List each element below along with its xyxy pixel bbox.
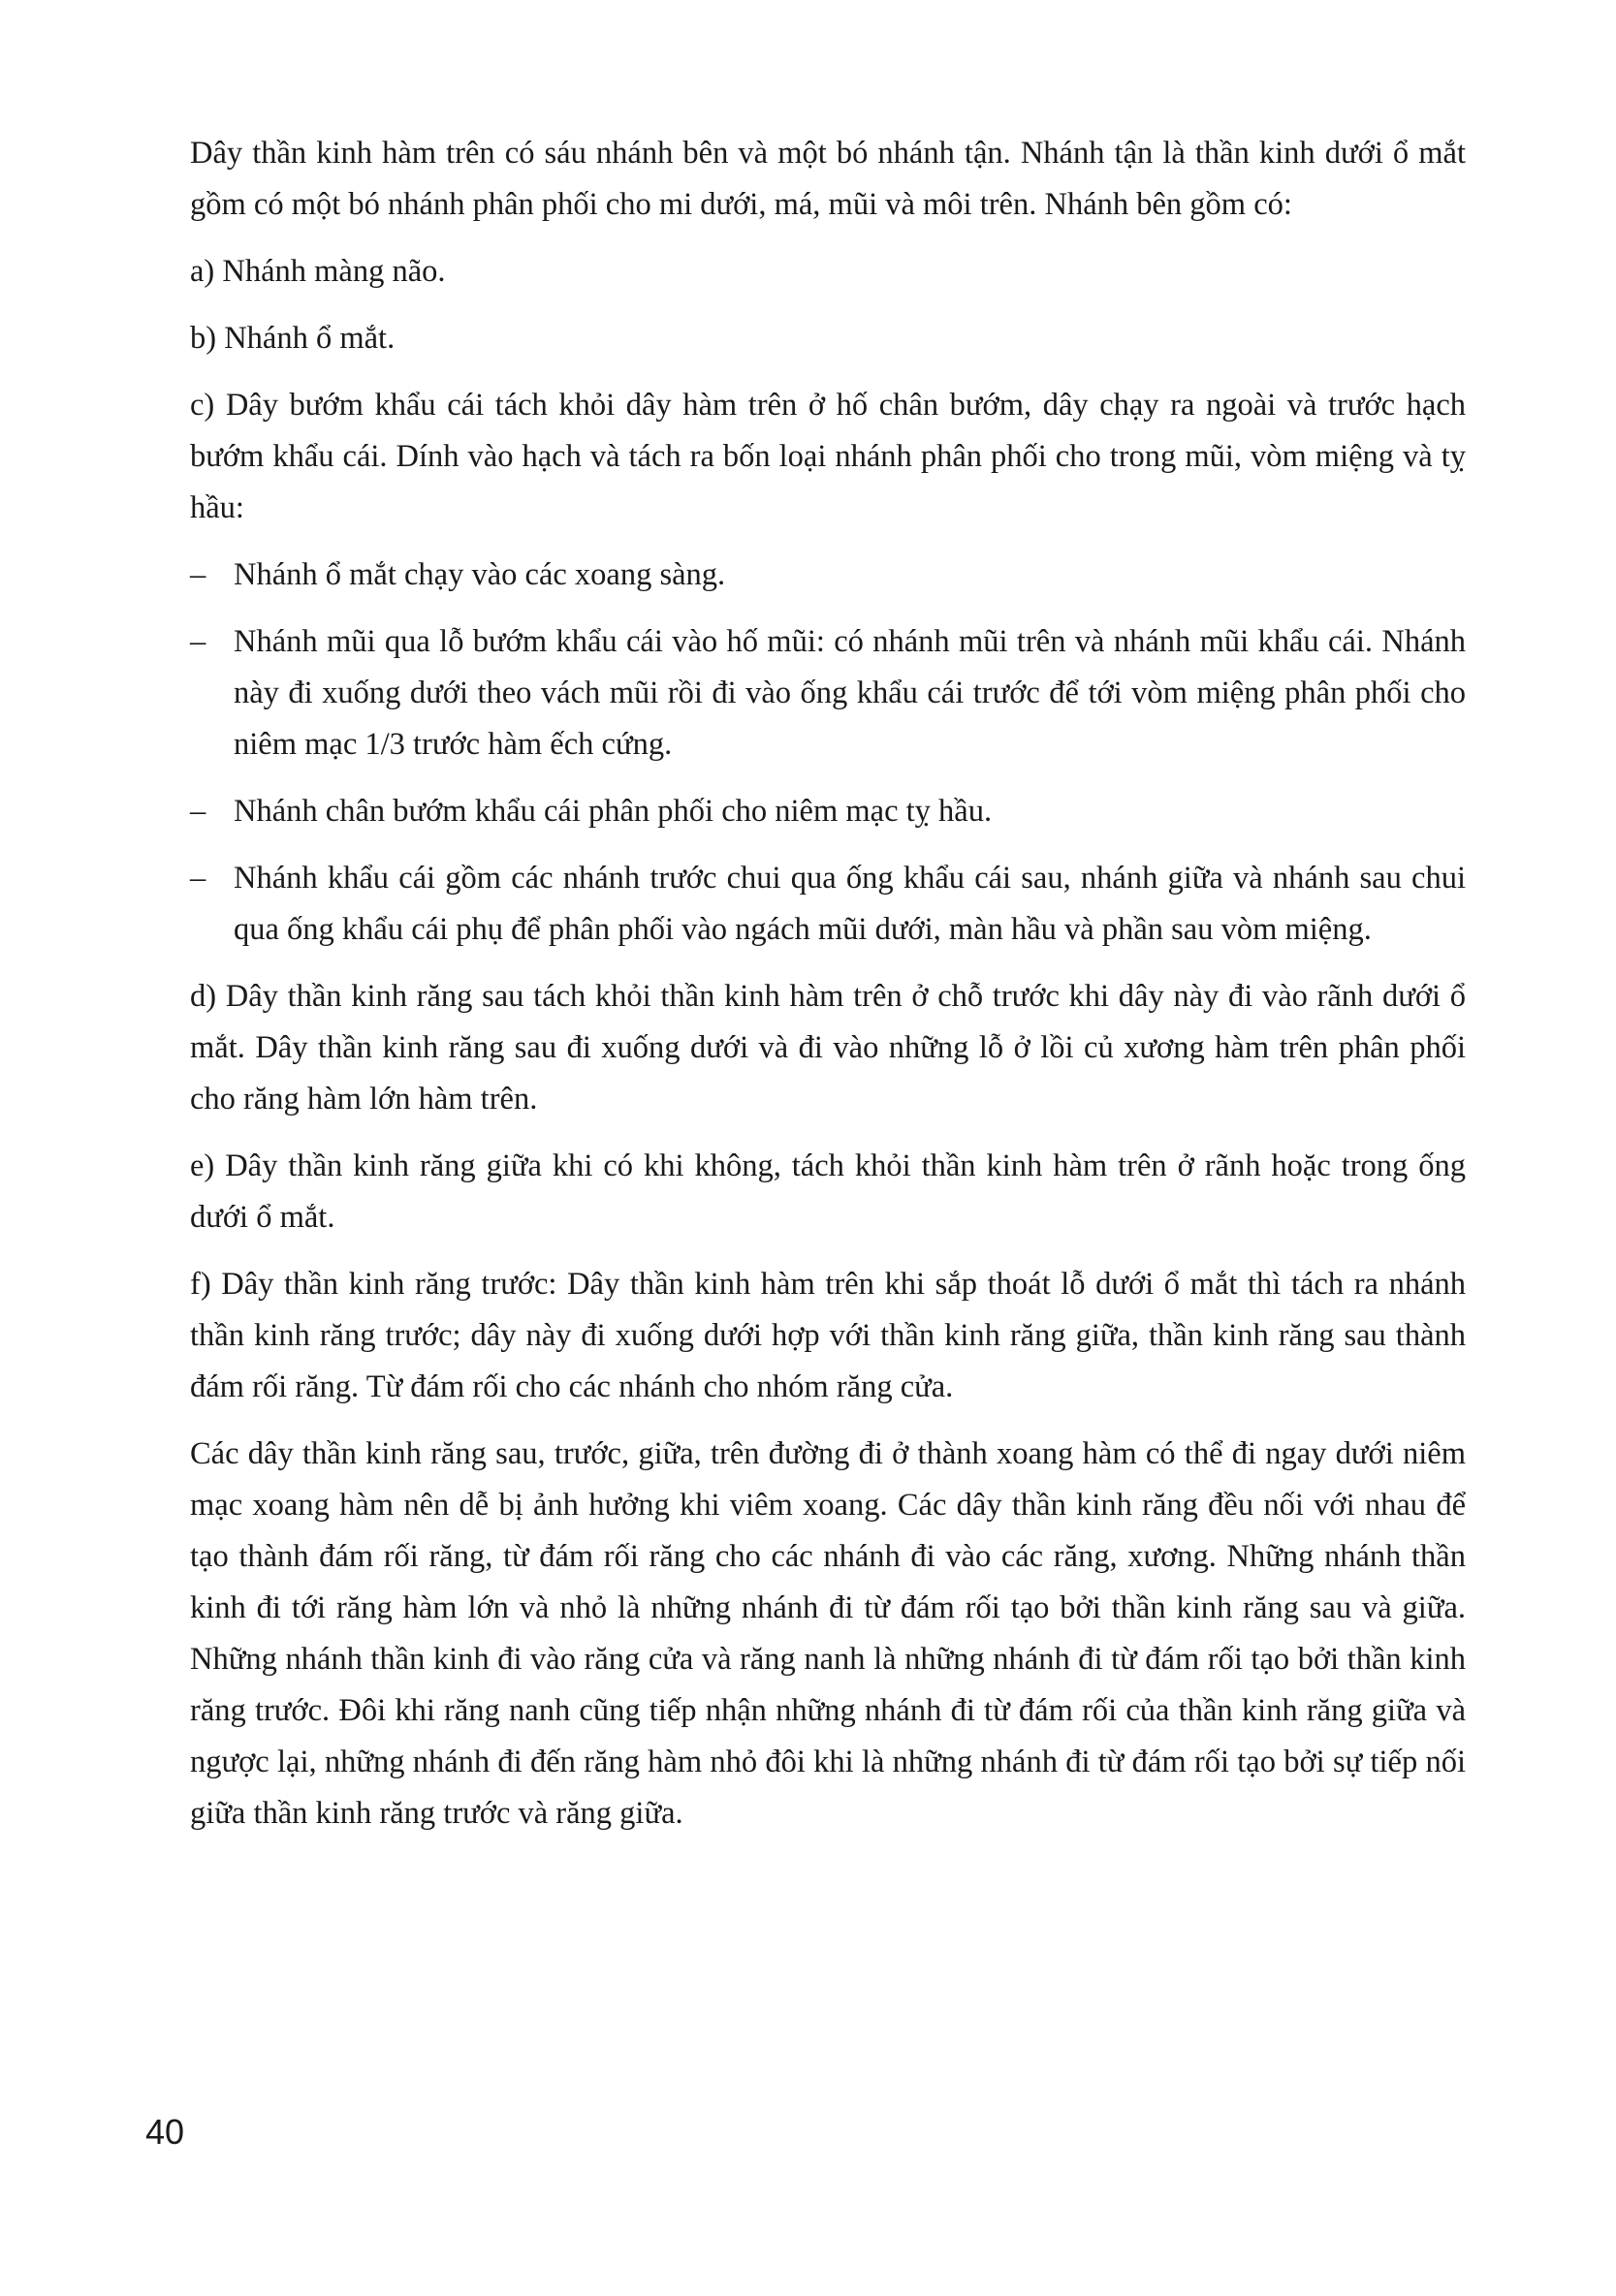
item-f-anterior-dental-nerve: f) Dây thần kinh răng trước: Dây thần kinh hàm trên khi sắp thoát lỗ dưới ổ mắt thì tách ra nhánh thần kinh răng trước; dây này đi xuống dưới hợp với thần kinh răng giữa, thần kinh răng sau thành đám rối răng. Từ đám rối cho các nhánh cho nhóm răng cửa. — [190, 1267, 1466, 1404]
pterygopalatine-branch-list — [190, 550, 1466, 956]
intro-paragraph: Dây thần kinh hàm trên có sáu nhánh bên và một bó nhánh tận. Nhánh tận là thần kinh dưới ổ mắt gồm có một bó nhánh phân phối cho mi dưới, má, mũi và môi trên. Nhánh bên gồm có: — [190, 136, 1466, 222]
list-item: – Nhánh mũi qua lỗ bướm khẩu cái vào hố mũi: có nhánh mũi trên và nhánh mũi khẩu cái. Nhánh này đi xuống dưới theo vách mũi rồi đi vào ống khẩu cái trước để tới vòm miệng phân phối cho niêm mạc 1/3 trước hàm ếch cứng. — [190, 616, 1466, 771]
item-b-orbital-branch: b) Nhánh ổ mắt. — [190, 321, 396, 356]
page-body — [190, 128, 1466, 1855]
item-e-middle-dental-nerve: e) Dây thần kinh răng giữa khi có khi không, tách khỏi thần kinh hàm trên ở rãnh hoặc trong ống dưới ổ mắt. — [190, 1148, 1466, 1235]
list-item: – Nhánh ổ mắt chạy vào các xoang sàng. — [190, 550, 1466, 601]
list-item: – Nhánh khẩu cái gồm các nhánh trước chui qua ống khẩu cái sau, nhánh giữa và nhánh sau chui qua ống khẩu cái phụ để phân phối vào ngách mũi dưới, màn hầu và phần sau vòm miệng. — [190, 853, 1466, 956]
item-d-posterior-dental-nerve: d) Dây thần kinh răng sau tách khỏi thần kinh hàm trên ở chỗ trước khi dây này đi vào rãnh dưới ổ mắt. Dây thần kinh răng sau đi xuống dưới và đi vào những lỗ ở lồi củ xương hàm trên phân phối cho răng hàm lớn hàm trên. — [190, 979, 1466, 1117]
item-c-pterygopalatine-nerve: c) Dây bướm khẩu cái tách khỏi dây hàm trên ở hố chân bướm, dây chạy ra ngoài và trước hạch bướm khẩu cái. Dính vào hạch và tách ra bốn loại nhánh phân phối cho trong mũi, vòm miệng và tỵ hầu: — [190, 388, 1466, 525]
item-a-meningeal-branch: a) Nhánh màng não. — [190, 254, 446, 289]
closing-paragraph: Các dây thần kinh răng sau, trước, giữa, trên đường đi ở thành xoang hàm có thể đi ngay dưới niêm mạc xoang hàm nên dễ bị ảnh hưởng khi viêm xoang. Các dây thần kinh răng đều nối với nhau để tạo thành đám rối răng, từ đám rối răng cho các nhánh đi vào các răng, xương. Những nhánh thần kinh đi tới răng hàm lớn và nhỏ là những nhánh đi từ đám rối tạo bởi thần kinh răng sau và giữa. Những nhánh thần kinh đi vào răng cửa và răng nanh là những nhánh đi từ đám rối tạo bởi thần kinh răng trước. Đôi khi răng nanh cũng tiếp nhận những nhánh đi từ đám rối của thần kinh răng giữa và ngược lại, những nhánh đi đến răng hàm nhỏ đôi khi là những nhánh đi từ đám rối tạo bởi sự tiếp nối giữa thần kinh răng trước và răng giữa. — [190, 1436, 1466, 1831]
list-item: – Nhánh chân bướm khẩu cái phân phối cho niêm mạc tỵ hầu. — [190, 786, 1466, 837]
page-number: 40 — [145, 2112, 185, 2152]
